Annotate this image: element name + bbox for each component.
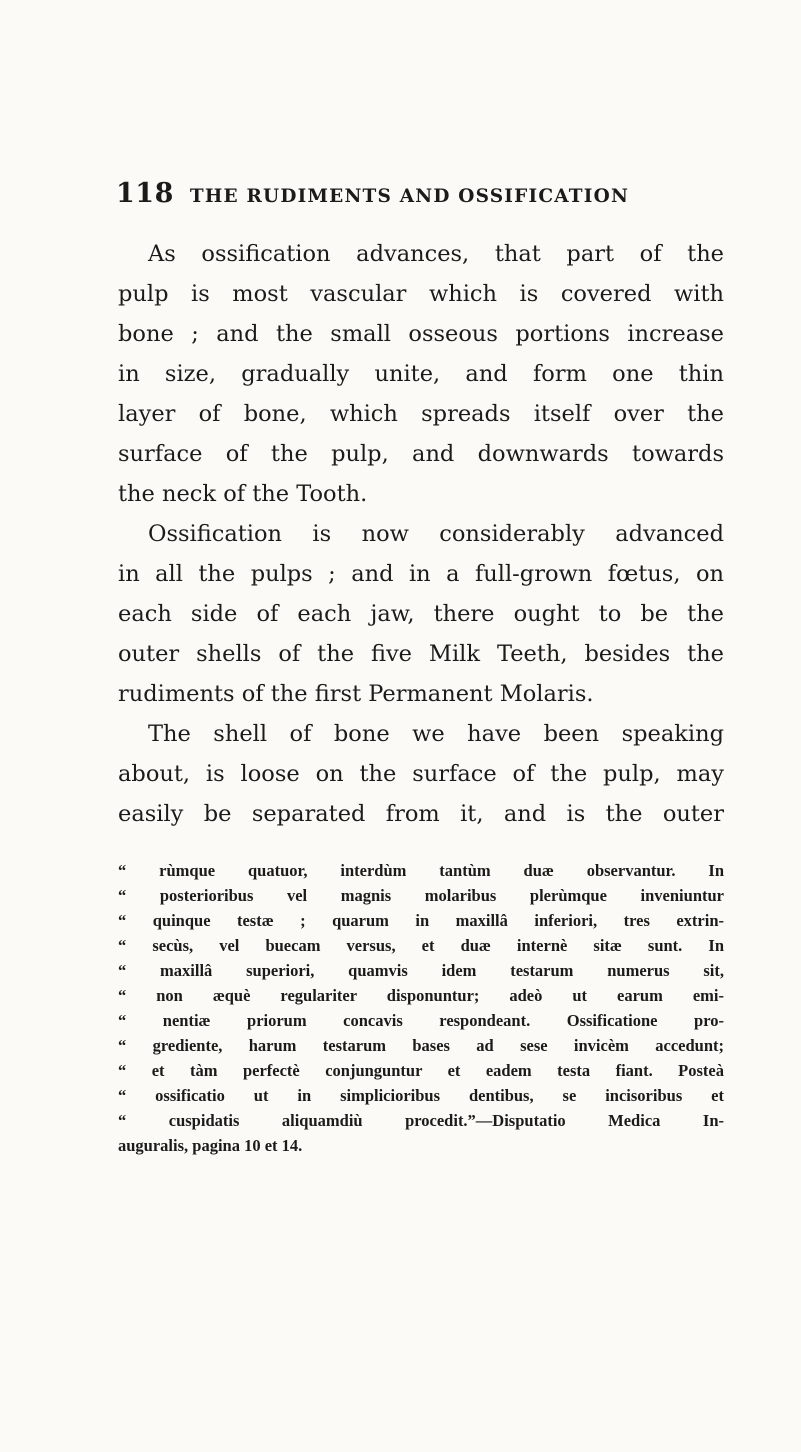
body-line: each side of each jaw, there ought to be the [118, 601, 724, 627]
body-line: outer shells of the five Milk Teeth, besides the [118, 641, 724, 667]
body-line: easily be separated from it, and is the outer [118, 801, 724, 827]
footnote-line: “ non æquè regulariter disponuntur; adeò ut earum emi- [118, 986, 724, 1005]
footnote-line: auguralis, pagina 10 et 14. [118, 1136, 303, 1155]
footnote-line: “ nentiæ priorum concavis respondeant. Ossificatione pro- [118, 1011, 724, 1030]
footnote-line: “ rùmque quatuor, interdùm tantùm duæ observantur. In [118, 861, 724, 880]
body-line: about, is loose on the surface of the pulp, may [118, 761, 724, 787]
footnote-line: “ maxillâ superiori, quamvis idem testarum numerus sit, [118, 961, 724, 980]
footnote-line: “ grediente, harum testarum bases ad sese invicèm accedunt; [118, 1036, 724, 1055]
body-line: surface of the pulp, and downwards towards [118, 441, 724, 467]
footnote-line: “ secùs, vel buecam versus, et duæ internè sitæ sunt. In [118, 936, 724, 955]
footnote-line: “ et tàm perfectè conjunguntur et eadem testa fiant. Posteà [118, 1061, 724, 1080]
body-line: As ossification advances, that part of the [148, 241, 724, 267]
body-line: the neck of the Tooth. [118, 481, 368, 507]
body-line: bone ; and the small osseous portions increase [118, 321, 724, 347]
body-line: The shell of bone we have been speaking [148, 721, 724, 747]
footnote-line: “ posterioribus vel magnis molaribus plerùmque inveniuntur [118, 886, 724, 905]
footnote-line: “ cuspidatis aliquamdiù procedit.”—Disputatio Medica In- [118, 1111, 724, 1130]
body-line: Ossification is now considerably advanced [148, 521, 724, 547]
body-line: in all the pulps ; and in a full-grown fœtus, on [118, 561, 724, 587]
running-header [116, 178, 726, 209]
body-line: pulp is most vascular which is covered with [118, 281, 724, 307]
running-title: THE RUDIMENTS AND OSSIFICATION [189, 186, 630, 207]
page-number: 118 [116, 178, 174, 209]
footnote-line: “ ossificatio ut in simplicioribus dentibus, se incisoribus et [118, 1086, 724, 1105]
footnote-line: “ quinque testæ ; quarum in maxillâ inferiori, tres extrin- [118, 911, 724, 930]
body-line: in size, gradually unite, and form one thin [118, 361, 724, 387]
body-line: layer of bone, which spreads itself over the [118, 401, 724, 427]
body-line: rudiments of the first Permanent Molaris. [118, 681, 594, 707]
